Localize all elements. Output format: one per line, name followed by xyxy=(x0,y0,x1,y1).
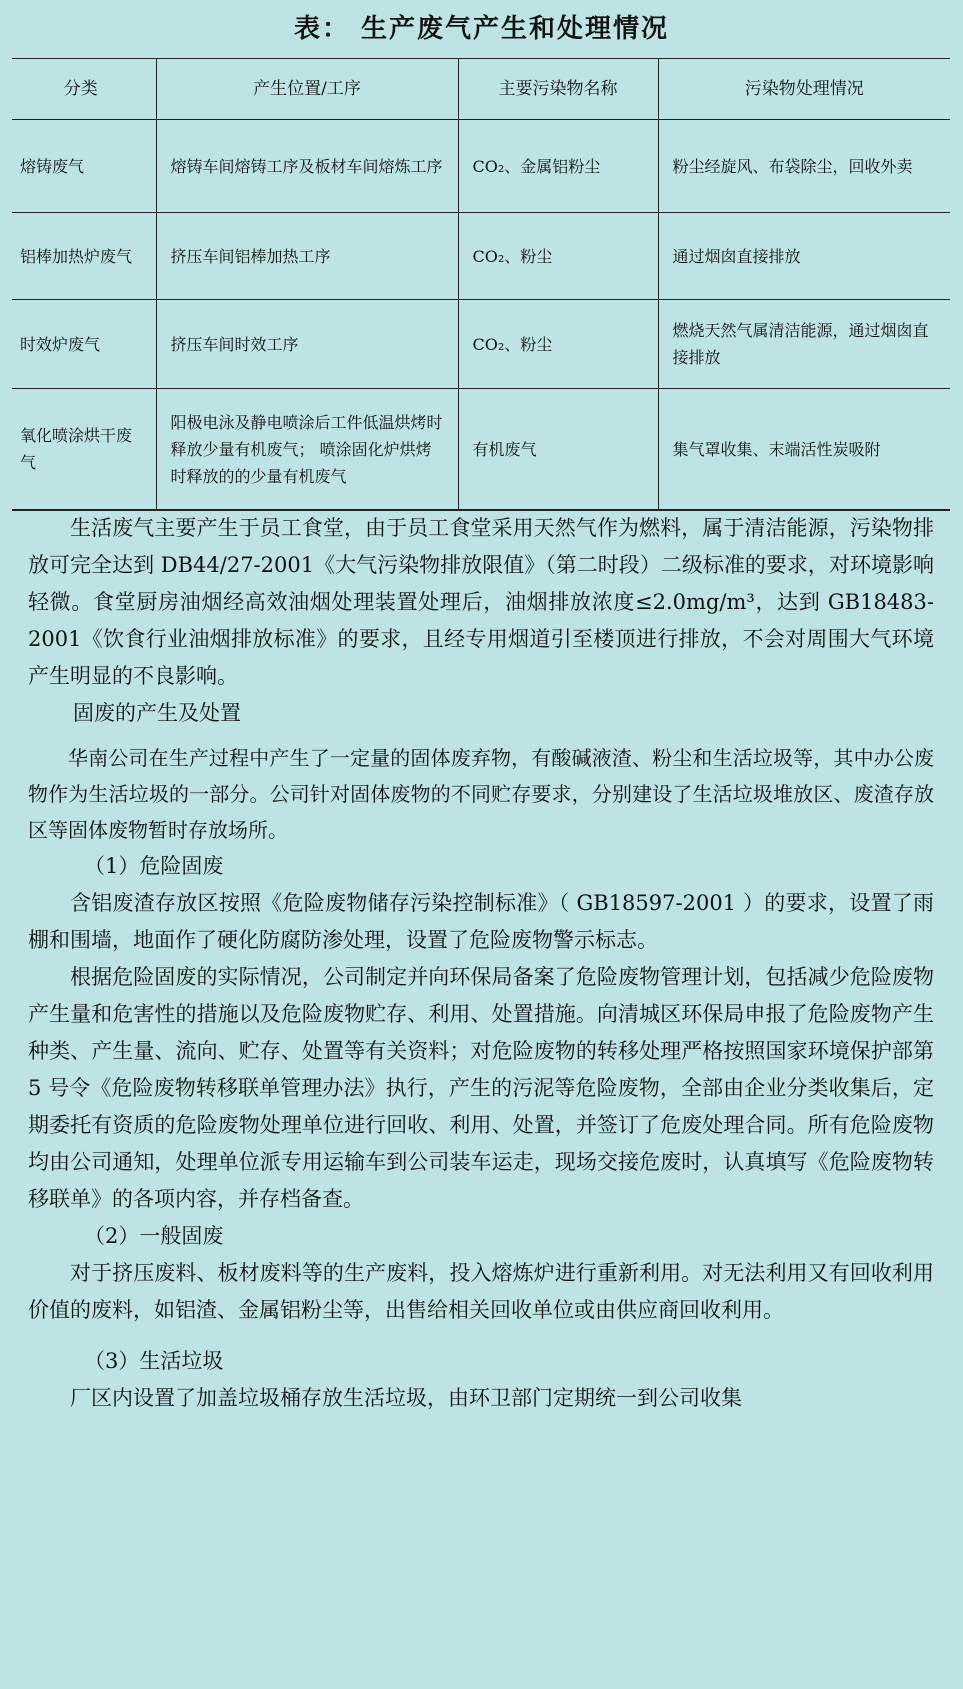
paragraph-hazardous-management: 根据危险固废的实际情况，公司制定并向环保局备案了危险废物管理计划，包括减少危险废物产生量和危害性的措施以及危险废物贮存、利用、处置措施。向清城区环保局申报了危险废物产生种类、产生量、流向、贮存、处置等有关资料；对危险废物的转移处理严格按照国家环境保护部第 5 号令《危险废物转移联单管理办法》执行，产生的污泥等危险废物，全部由企业分类收集后，定期委托有资质的危险废物处理单位进行回收、利用、处置，并签订了危废处理合同。所有危险废物均由公司通知，处理单位派专用运输车到公司装车运走，现场交接危废时，认真填写《危险废物转移联单》的各项内容，并存档备查。 xyxy=(28,965,934,1211)
cell-pollutant: CO₂、粉尘 xyxy=(458,300,658,389)
table-row xyxy=(12,213,950,300)
paragraph-hazardous-storage: 含铝废渣存放区按照《危险废物储存污染控制标准》（ GB18597-2001 ）的要求，设置了雨棚和围墙，地面作了硬化防腐防渗处理，设置了危险废物警示标志。 xyxy=(28,891,934,952)
cell-location: 挤压车间铝棒加热工序 xyxy=(156,213,458,300)
table-row xyxy=(12,300,950,389)
header-treatment: 污染物处理情况 xyxy=(658,59,950,120)
cell-location: 挤压车间时效工序 xyxy=(156,300,458,389)
paragraph-solid-waste-intro: 华南公司在生产过程中产生了一定量的固体废弃物，有酸碱液渣、粉尘和生活垃圾等，其中办公废物作为生活垃圾的一部分。公司针对固体废物的不同贮存要求，分别建设了生活垃圾堆放区、废渣存放区等固体废物暂时存放场所。 xyxy=(28,746,934,842)
cell-category: 铝棒加热炉废气 xyxy=(12,213,156,300)
header-pollutant: 主要污染物名称 xyxy=(458,59,658,120)
cell-treatment: 粉尘经旋风、布袋除尘，回收外卖 xyxy=(658,120,950,213)
cell-pollutant: 有机废气 xyxy=(458,389,658,511)
cell-location: 阳极电泳及静电喷涂后工件低温烘烤时释放少量有机废气； 喷涂固化炉烘烤时释放的的少量有机废气 xyxy=(156,389,458,511)
body-text xyxy=(28,510,934,1417)
subheading-general: （2）一般固废 xyxy=(84,1224,224,1248)
table-row xyxy=(12,120,950,213)
header-location: 产生位置/工序 xyxy=(156,59,458,120)
subheading-hazardous: （1）危险固废 xyxy=(84,854,224,878)
cell-treatment: 集气罩收集、末端活性炭吸附 xyxy=(658,389,950,511)
table-header-row xyxy=(12,59,950,120)
table-title: 表： 生产废气产生和处理情况 xyxy=(293,14,670,44)
cell-treatment: 通过烟囱直接排放 xyxy=(658,213,950,300)
header-category: 分类 xyxy=(12,59,156,120)
cell-category: 熔铸废气 xyxy=(12,120,156,213)
section-heading-solid-waste: 固废的产生及处置 xyxy=(73,701,241,725)
exhaust-gas-table xyxy=(12,58,950,511)
paragraph-domestic-garbage: 厂区内设置了加盖垃圾桶存放生活垃圾，由环卫部门定期统一到公司收集 xyxy=(70,1386,742,1410)
cell-location: 熔铸车间熔铸工序及板材车间熔炼工序 xyxy=(156,120,458,213)
table-row xyxy=(12,389,950,511)
cell-category: 氧化喷涂烘干废气 xyxy=(12,389,156,511)
paragraph-domestic-exhaust: 生活废气主要产生于员工食堂，由于员工食堂采用天然气作为燃料，属于清洁能源，污染物排放可完全达到 DB44/27-2001《大气污染物排放限值》（第二时段）二级标准的要求，对环境影响轻微。食堂厨房油烟经高效油烟处理装置处理后，油烟排放浓度≤2.0mg/m³，达到 GB18483-2001《饮食行业油烟排放标准》的要求，且经专用烟道引至楼顶进行排放，不会对周围大气环境产生明显的不良影响。 xyxy=(28,516,934,688)
cell-category: 时效炉废气 xyxy=(12,300,156,389)
cell-pollutant: CO₂、粉尘 xyxy=(458,213,658,300)
cell-treatment: 燃烧天然气属清洁能源，通过烟囱直接排放 xyxy=(658,300,950,389)
paragraph-general-waste: 对于挤压废料、板材废料等的生产废料，投入熔炼炉进行重新利用。对无法利用又有回收利用价值的废料，如铝渣、金属铝粉尘等，出售给相关回收单位或由供应商回收利用。 xyxy=(28,1261,934,1322)
subheading-domestic-garbage: （3）生活垃圾 xyxy=(84,1349,224,1373)
cell-pollutant: CO₂、金属铝粉尘 xyxy=(458,120,658,213)
